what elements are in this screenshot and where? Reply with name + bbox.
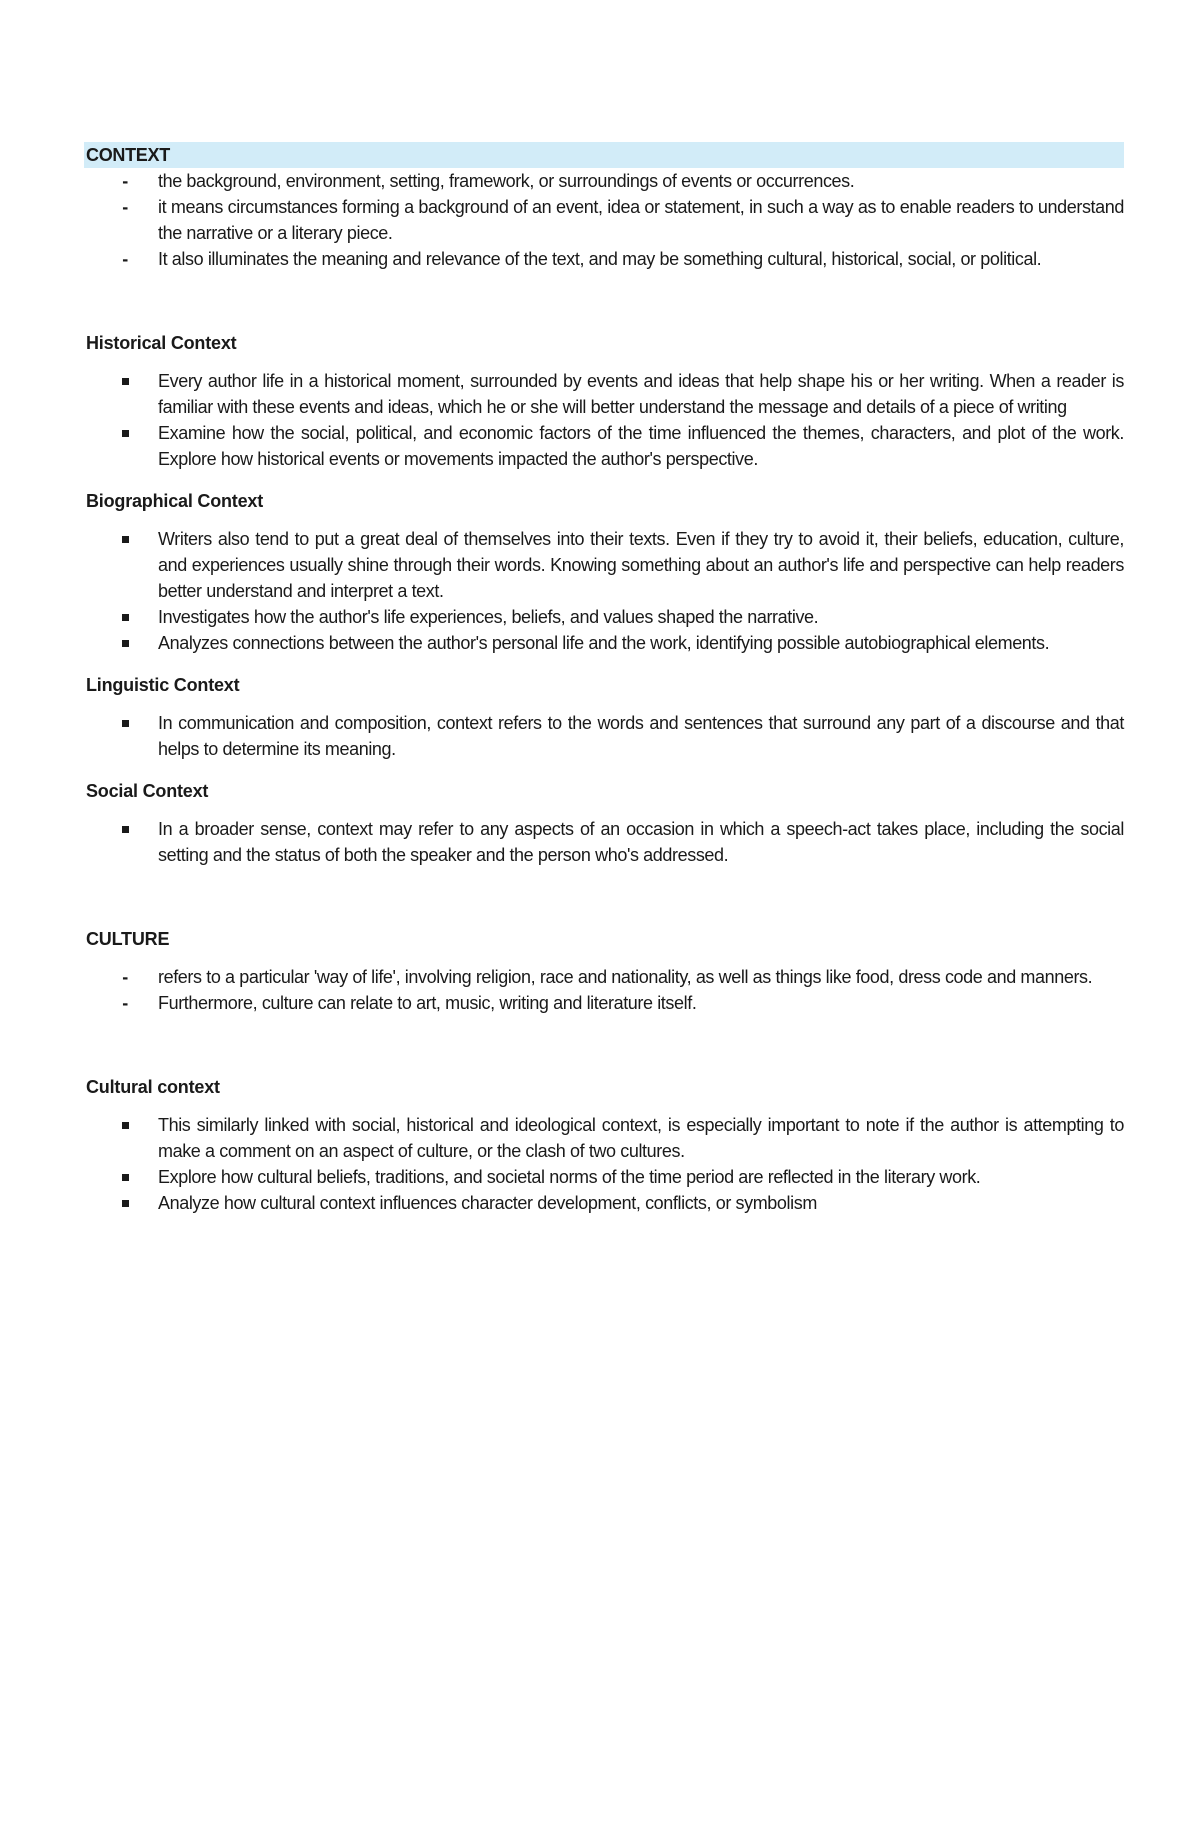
square-bullet-icon — [118, 1190, 132, 1207]
list-item — [84, 168, 1124, 194]
list-item-text: the background, environment, setting, framework, or surroundings of events or occurrences. — [158, 171, 855, 191]
list-item-text: Explore how cultural beliefs, traditions, and societal norms of the time period are reflected in the literary work. — [158, 1167, 981, 1187]
list-item — [84, 964, 1124, 990]
historical-context-list — [84, 368, 1124, 472]
biographical-context-heading: Biographical Context — [86, 491, 264, 511]
dash-bullet-icon: - — [122, 993, 128, 1013]
historical-context-heading: Historical Context — [86, 333, 237, 353]
list-item — [84, 194, 1124, 246]
list-item-text: In communication and composition, context refers to the words and sentences that surround any part of a discourse and that helps to determine its meaning. — [158, 713, 1124, 759]
list-item — [84, 604, 1124, 630]
list-item — [84, 990, 1124, 1016]
list-item-text: It also illuminates the meaning and relevance of the text, and may be something cultural, historical, social, or political. — [158, 249, 1042, 269]
culture-list — [84, 964, 1124, 1016]
list-item — [84, 630, 1124, 656]
list-item — [84, 246, 1124, 272]
list-item-text: Furthermore, culture can relate to art, music, writing and literature itself. — [158, 993, 697, 1013]
list-item-text: In a broader sense, context may refer to any aspects of an occasion in which a speech-act takes place, including the social setting and the status of both the speaker and the person who's addressed. — [158, 819, 1124, 865]
square-bullet-icon — [118, 1112, 132, 1129]
list-item-text: Investigates how the author's life experiences, beliefs, and values shaped the narrative. — [158, 607, 819, 627]
square-bullet-icon — [118, 1164, 132, 1181]
social-context-list — [84, 816, 1124, 868]
square-bullet-icon — [118, 710, 132, 727]
cultural-context-heading: Cultural context — [86, 1077, 220, 1097]
list-item — [84, 1112, 1124, 1164]
cultural-context-list — [84, 1112, 1124, 1216]
list-item — [84, 368, 1124, 420]
culture-heading: CULTURE — [86, 929, 170, 949]
document-content — [84, 142, 1124, 1216]
context-heading-banner: CONTEXT — [84, 142, 1124, 168]
linguistic-context-heading: Linguistic Context — [86, 675, 240, 695]
list-item-text: Every author life in a historical moment, surrounded by events and ideas that help shape his or her writing. When a reader is familiar with these events and ideas, which he or she will better understand the message and details of a piece of writing — [158, 371, 1124, 417]
list-item-text: refers to a particular 'way of life', involving religion, race and nationality, as well as things like food, dress code and manners. — [158, 967, 1093, 987]
dash-bullet-icon: - — [122, 171, 128, 191]
dash-bullet-icon: - — [122, 249, 128, 269]
list-item-text: Examine how the social, political, and economic factors of the time influenced the themes, characters, and plot of the work. Explore how historical events or movements impacted the author's perspective. — [158, 423, 1124, 469]
list-item-text: Analyze how cultural context influences character development, conflicts, or symbolism — [158, 1193, 817, 1213]
square-bullet-icon — [118, 816, 132, 833]
square-bullet-icon — [118, 420, 132, 437]
biographical-context-list — [84, 526, 1124, 656]
list-item-text: This similarly linked with social, historical and ideological context, is especially important to note if the author is attempting to make a comment on an aspect of culture, or the clash of two cultures. — [158, 1115, 1124, 1161]
list-item-text: Writers also tend to put a great deal of themselves into their texts. Even if they try to avoid it, their beliefs, education, culture, and experiences usually shine through their words. Knowing something about an author's life and perspective can help readers better understand and interpret a text. — [158, 529, 1124, 601]
linguistic-context-list — [84, 710, 1124, 762]
list-item — [84, 1190, 1124, 1216]
list-item — [84, 526, 1124, 604]
context-list — [84, 168, 1124, 272]
list-item-text: Analyzes connections between the author's personal life and the work, identifying possible autobiographical elements. — [158, 633, 1050, 653]
dash-bullet-icon: - — [122, 967, 128, 987]
square-bullet-icon — [118, 368, 132, 385]
square-bullet-icon — [118, 526, 132, 543]
list-item — [84, 710, 1124, 762]
square-bullet-icon — [118, 630, 132, 647]
square-bullet-icon — [118, 604, 132, 621]
list-item — [84, 420, 1124, 472]
social-context-heading: Social Context — [86, 781, 209, 801]
list-item — [84, 1164, 1124, 1190]
list-item — [84, 816, 1124, 868]
dash-bullet-icon: - — [122, 197, 128, 217]
list-item-text: it means circumstances forming a background of an event, idea or statement, in such a way as to enable readers to understand the narrative or a literary piece. — [158, 197, 1124, 243]
